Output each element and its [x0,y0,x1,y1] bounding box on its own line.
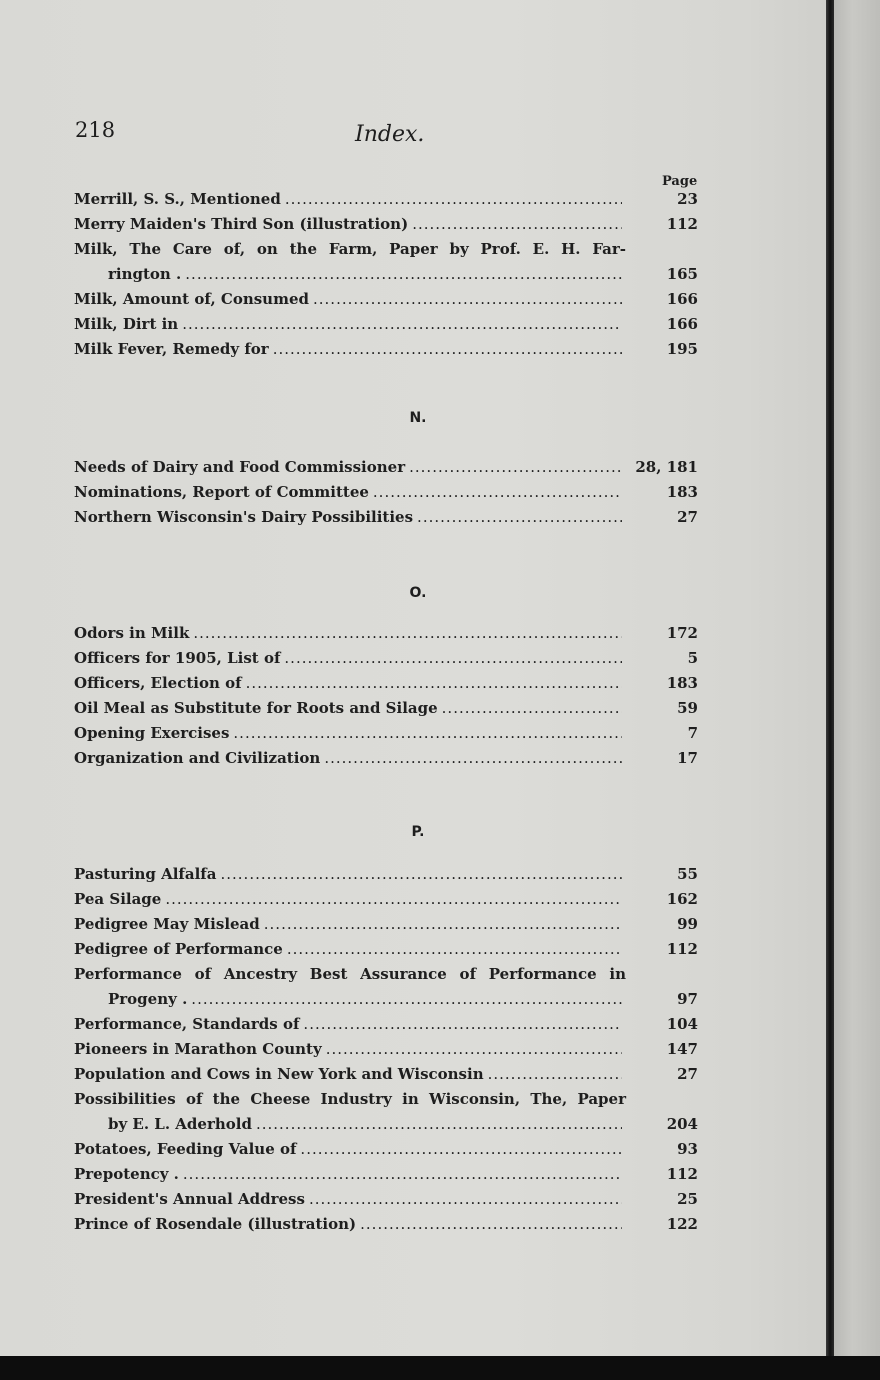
section-letter-o: O. [409,585,427,601]
index-entry: Possibilities of the Cheese Industry in Wisconsin, The, Paper by E. L. Aderhold ..... 204 [74,1087,698,1137]
index-entry: Performance of Ancestry Best Assurance of Performance in Progeny . ..... 97 [74,962,698,1012]
entry-page: 147 [666,1040,698,1058]
index-entry: Opening Exercises ..... 7 [74,721,698,746]
book-spine [826,0,834,1356]
entry-page: 204 [666,1115,698,1133]
entry-page: 112 [666,940,698,958]
index-group-o [74,621,698,771]
index-entry: Prince of Rosendale (illustration) ..... 122 [74,1212,698,1237]
entry-page: 27 [677,1065,698,1083]
scan-border [0,1356,880,1380]
entry-page: 5 [687,649,698,667]
entry-page: 112 [666,1165,698,1183]
index-entry: Potatoes, Feeding Value of ..... 93 [74,1137,698,1162]
entry-page: 55 [677,865,698,883]
index-group-m [74,187,698,362]
index-entry: Organization and Civilization ..... 17 [74,746,698,771]
entry-page: 112 [666,215,698,233]
entry-page: 23 [677,190,698,208]
entry-page: 28, 181 [635,458,698,476]
index-entry: Pioneers in Marathon County ..... 147 [74,1037,698,1062]
index-entry: Nominations, Report of Committee ..... 183 [74,480,698,505]
entry-page: 99 [677,915,698,933]
index-group-n [74,455,698,530]
section-letter-n: N. [409,410,427,426]
index-entry: Milk, Dirt in ..... 166 [74,312,698,337]
index-entry: Milk Fever, Remedy for ..... 195 [74,337,698,362]
index-entry: Pasturing Alfalfa ..... 55 [74,862,698,887]
index-group-p [74,862,698,1237]
entry-page: 172 [666,624,698,642]
entry-page: 7 [687,724,698,742]
index-entry: Pedigree of Performance ..... 112 [74,937,698,962]
index-entry: President's Annual Address ..... 25 [74,1187,698,1212]
entry-page: 162 [666,890,698,908]
index-entry: Merry Maiden's Third Son (illustration) ..... 112 [74,212,698,237]
adjacent-page-edge [834,0,880,1356]
entry-page: 183 [666,483,698,501]
index-entry: Oil Meal as Substitute for Roots and Silage ..... 59 [74,696,698,721]
index-entry: Merrill, S. S., Mentioned ..... 23 [74,187,698,212]
index-entry: Milk, The Care of, on the Farm, Paper by Prof. E. H. Far- rington . ..... 165 [74,237,698,287]
entry-page: 166 [666,315,698,333]
entry-page: 97 [677,990,698,1008]
entry-page: 104 [666,1015,698,1033]
entry-page: 165 [666,265,698,283]
index-entry: Needs of Dairy and Food Commissioner ..... 28, 181 [74,455,698,480]
entry-page: 93 [677,1140,698,1158]
index-entry: Prepotency . ..... 112 [74,1162,698,1187]
section-letter-p: P. [411,824,425,840]
index-entry: Officers for 1905, List of ..... 5 [74,646,698,671]
entry-page: 25 [677,1190,698,1208]
index-entry: Officers, Election of ..... 183 [74,671,698,696]
entry-page: 17 [677,749,698,767]
entry-page: 183 [666,674,698,692]
index-entry: Pedigree May Mislead ..... 99 [74,912,698,937]
running-title: Index. [355,122,425,147]
page-column-label: Page [662,174,698,189]
entry-page: 59 [677,699,698,717]
index-entry: Performance, Standards of ..... 104 [74,1012,698,1037]
index-entry: Milk, Amount of, Consumed ..... 166 [74,287,698,312]
entry-page: 27 [677,508,698,526]
entry-page: 122 [666,1215,698,1233]
index-entry: Odors in Milk ..... 172 [74,621,698,646]
entry-page: 166 [666,290,698,308]
index-entry: Pea Silage ..... 162 [74,887,698,912]
entry-page: 195 [666,340,698,358]
index-entry: Population and Cows in New York and Wisconsin ..... 27 [74,1062,698,1087]
page-number: 218 [75,118,116,142]
index-entry: Northern Wisconsin's Dairy Possibilities ..... 27 [74,505,698,530]
